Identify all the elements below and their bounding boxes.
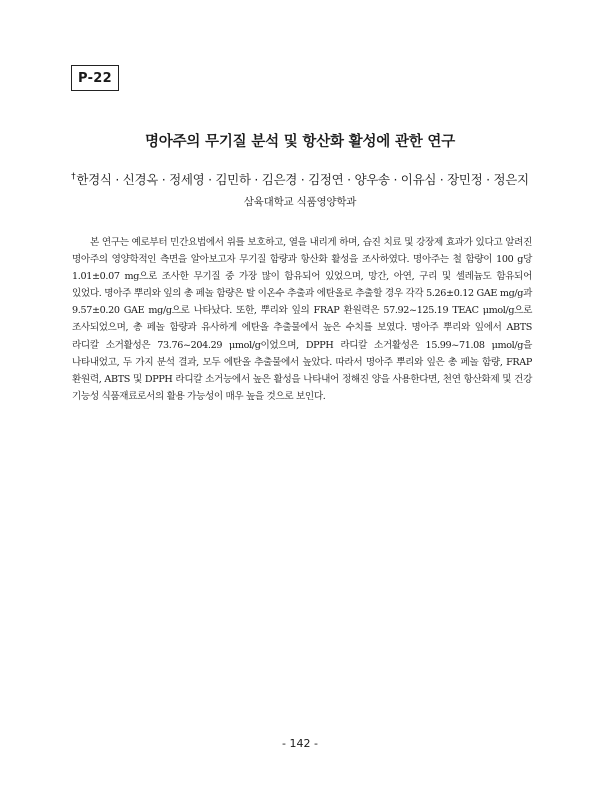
affiliation: 삼육대학교 식품영양학과: [243, 196, 357, 208]
corresponding-author-mark: †: [71, 172, 76, 182]
poster-label: P-22: [71, 65, 119, 91]
author-names: 한경식 · 신경옥 · 정세영 · 김민하 · 김은경 · 김정연 · 양우송 · 이유심 · 장민정 · 정은지: [76, 172, 529, 187]
paper-title: 명아주의 무기질 분석 및 항산화 활성에 관한 연구: [144, 134, 456, 150]
abstract-body: 본 연구는 예로부터 민간요법에서 위를 보호하고, 열을 내리게 하며, 습진 치료 및 강장제 효과가 있다고 알려진 명아주의 영양학적인 측면을 알아보고자 무기질 함량과 항산화 활성을 조사하였다. 명아주는 철 함량이 100 g당 1.01±0.07 mg으로 조사한 무기질 중 가장 많이 함유되어 있었으며, 망간, 아연, 구리 및 셀레늄도 함유되어 있었다. 명아주 뿌리와 잎의 총 페놀 함량은 탈 이온수 추출과 에탄올로 추출할 경우 각각 5.26±0.12 GAE mg/g과 9.57±0.20 GAE mg/g으로 나타났다. 또한, 뿌리와 잎의 FRAP 환원력은 57.92~125.19 TEAC μmol/g으로 조사되었으며, 총 페놀 함량과 유사하게 에탄올 추출물에서 높은 수치를 보였다. 명아주 뿌리와 잎에서 ABTS 라디칼 소거활성은 73.76~204.29 μmol/g이었으며, DPPH 라디칼 소거활성은 15.99~71.08 μmol/g을 나타내었고, 두 가지 분석 결과, 모두 에탄올 추출물에서 높았다. 따라서 명아주 뿌리와 잎은 총 페놀 함량, FRAP 환원력, ABTS 및 DPPH 라디칼 소거능에서 높은 활성을 나타내어 정해진 양을 사용한다면, 천연 항산화제 및 건강 기능성 식품재료로서의 활용 가능성이 매우 높을 것으로 보인다.: [72, 237, 532, 402]
page-number: - 142 -: [282, 737, 318, 750]
author-list: [0, 170, 600, 188]
